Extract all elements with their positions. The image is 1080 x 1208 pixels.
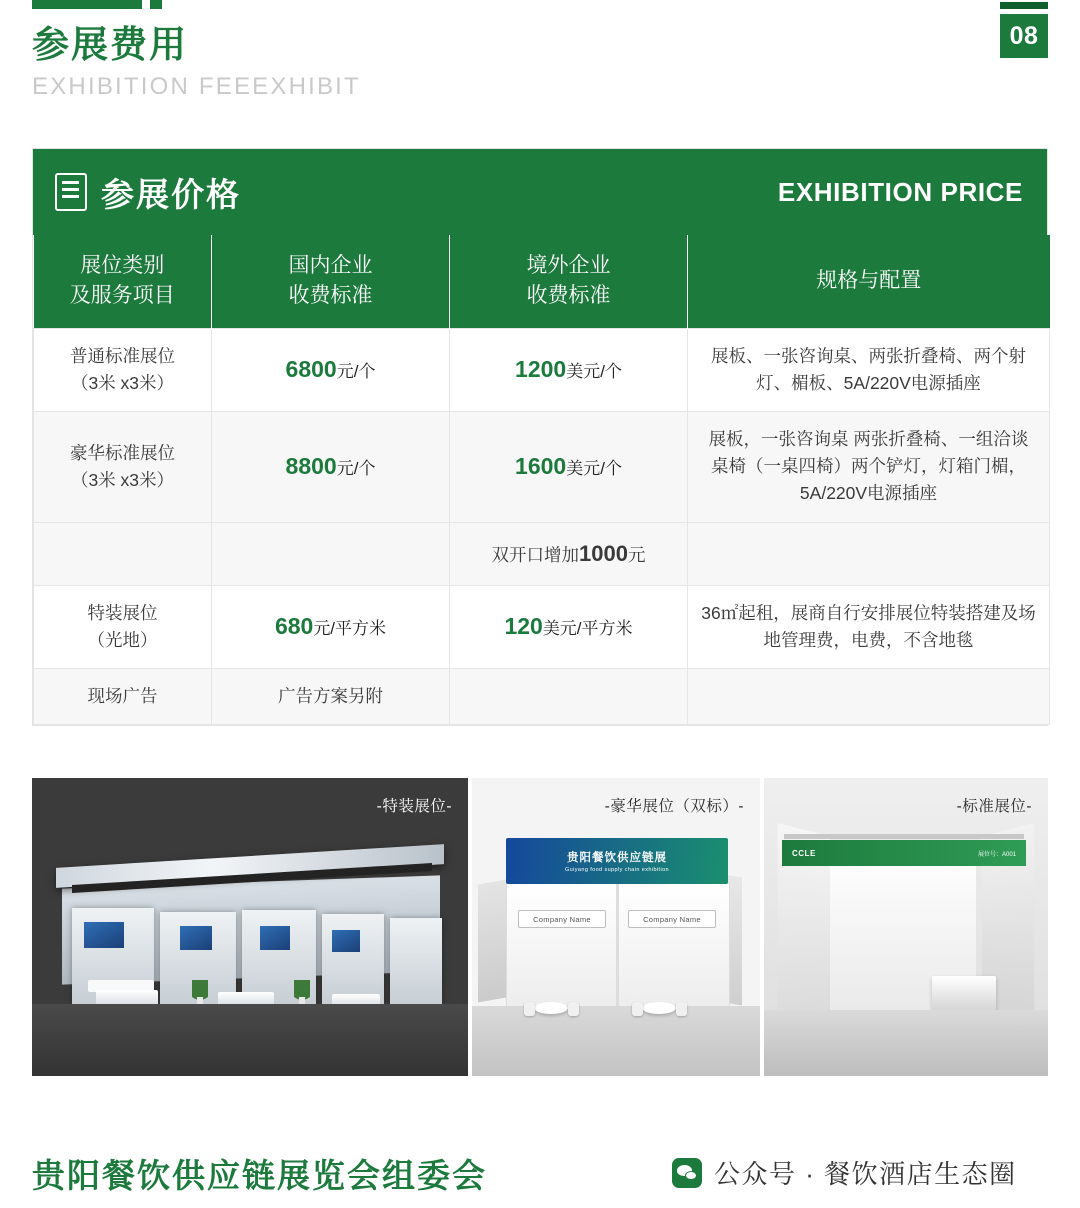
column-header-domestic-line1: 国内企业 — [288, 254, 373, 277]
wechat-icon — [672, 1158, 702, 1188]
plant-decor — [294, 980, 310, 1006]
deluxe-fascia-title-en: Guiyang food supply chain exhibition — [565, 867, 669, 873]
top-accent-bar-square — [150, 0, 162, 9]
price-card-header — [33, 149, 1047, 235]
cell-category — [34, 328, 212, 411]
booth-screen — [332, 930, 360, 952]
column-header-overseas-line1: 境外企业 — [526, 254, 611, 277]
booth-screen — [84, 922, 124, 948]
category-line2: （3米 x3米） — [70, 373, 175, 393]
column-header-category-line2: 及服务项目 — [69, 284, 175, 308]
hall-floor — [32, 1004, 468, 1076]
deluxe-company-plate: Company Name — [628, 910, 716, 928]
footer-organization: 贵阳餐饮供应链展览会组委会 — [32, 1157, 487, 1194]
booth-photo-gallery — [32, 778, 1048, 1076]
page-number-tick — [1000, 2, 1048, 9]
column-header-spec: 规格与配置 — [688, 235, 1050, 328]
overseas-price-unit: 美元/个 — [566, 362, 622, 382]
column-header-domestic-line2: 收费标准 — [288, 284, 373, 308]
category-line1: 豪华标准展位 — [70, 442, 175, 463]
cell-overseas-price — [450, 585, 688, 668]
standard-fascia — [782, 840, 1026, 866]
photo-caption: -豪华展位（双标）- — [604, 798, 744, 815]
cell-category — [34, 585, 212, 668]
cell-empty-spec — [688, 522, 1050, 585]
price-card-header-left — [55, 169, 241, 216]
booth-screen — [260, 926, 290, 950]
table-row — [34, 328, 1050, 411]
table-row — [34, 585, 1050, 668]
deluxe-chair — [632, 1002, 643, 1016]
plant-decor — [192, 980, 208, 1006]
category-line2: （3米 x3米） — [70, 469, 175, 490]
booth-block — [390, 918, 442, 1004]
deluxe-left-wing — [478, 880, 506, 1003]
photo-caption: -标准展位- — [956, 798, 1032, 815]
table-header-row — [34, 235, 1050, 328]
domestic-price-number: 8800 — [285, 452, 337, 479]
deluxe-chair — [524, 1002, 535, 1016]
cell-dual-opening-note — [450, 522, 688, 585]
dual-opening-suffix: 元 — [627, 544, 646, 565]
column-header-overseas-line2: 收费标准 — [526, 284, 611, 308]
price-card-title-cn: 参展价格 — [101, 175, 241, 213]
standard-fascia-logo: CCLE — [792, 848, 816, 858]
category-line1: 普通标准展位 — [70, 345, 175, 366]
column-header-category-line1: 展位类别 — [80, 254, 165, 277]
column-header-domestic — [212, 235, 450, 328]
cell-overseas-price — [450, 412, 688, 522]
deluxe-company-plate: Company Name — [518, 910, 606, 928]
table-row — [34, 668, 1050, 724]
cell-domestic-price — [212, 412, 450, 522]
cell-category — [34, 412, 212, 522]
column-header-overseas — [450, 235, 688, 328]
deluxe-floor — [472, 1006, 760, 1076]
deluxe-chair — [568, 1002, 579, 1016]
standard-counter — [932, 976, 996, 1010]
cell-category: 现场广告 — [34, 668, 212, 724]
dual-opening-prefix: 双开口增加 — [491, 544, 580, 565]
overseas-price-number: 1600 — [515, 452, 567, 479]
document-icon — [55, 173, 87, 211]
column-header-category — [34, 235, 212, 328]
photo-custom-booth — [32, 778, 468, 1076]
cell-spec: 36㎡起租，展商自行安排展位特装搭建及场地管理费，电费，不含地毯 — [688, 585, 1050, 668]
dual-opening-number: 1000 — [579, 540, 628, 566]
cell-empty-category — [34, 522, 212, 585]
domestic-price-unit: 元/个 — [336, 458, 376, 478]
cell-ad-description: 广告方案另附 — [212, 668, 450, 724]
overseas-price-unit: 美元/平方米 — [542, 618, 633, 638]
deluxe-chair — [676, 1002, 687, 1016]
booth-block — [322, 914, 384, 1004]
cell-domestic-price — [212, 328, 450, 411]
exhibition-price-card — [32, 148, 1048, 726]
category-line1: 特装展位 — [87, 602, 158, 623]
standard-ceiling-rod — [784, 834, 1024, 839]
cell-spec: 展板，一张咨询桌 两张折叠椅、一组洽谈桌椅（一桌四椅）两个铲灯，灯箱门楣，5A/220V电源插座 — [688, 412, 1050, 522]
page-header — [32, 24, 361, 101]
page-title: 参展费用 — [32, 24, 188, 65]
price-card-title-en: EXHIBITION PRICE — [777, 176, 1023, 207]
standard-floor — [764, 1010, 1048, 1076]
page-subtitle: EXHIBITION FEEEXHIBIT — [32, 72, 361, 100]
standard-fascia-number: 展位号：A001 — [977, 851, 1016, 858]
overseas-price-unit: 美元/个 — [566, 458, 622, 478]
page-footer — [0, 1118, 1080, 1208]
domestic-price-number: 6800 — [285, 356, 337, 383]
cell-empty-spec — [688, 668, 1050, 724]
deluxe-divider — [616, 884, 619, 1008]
category-line2: （光地） — [87, 629, 158, 650]
cell-empty-domestic — [212, 522, 450, 585]
page-number: 08 — [1000, 14, 1048, 58]
deluxe-fascia — [506, 838, 728, 884]
overseas-price-number: 1200 — [515, 356, 567, 383]
photo-caption: -特装展位- — [376, 798, 452, 815]
cell-overseas-price — [450, 328, 688, 411]
deluxe-table — [642, 1002, 676, 1014]
footer-wechat-text: 公众号 · 餐饮酒店生态圈 — [714, 1159, 1017, 1189]
overseas-price-number: 120 — [504, 612, 543, 639]
price-table — [33, 235, 1050, 725]
footer-wechat — [672, 1154, 1017, 1191]
photo-standard-booth — [764, 778, 1048, 1076]
booth-logo — [88, 980, 154, 992]
table-row-note — [34, 522, 1050, 585]
cell-domestic-price — [212, 585, 450, 668]
domestic-price-unit: 元/平方米 — [313, 618, 387, 638]
top-accent-bar-left — [32, 0, 142, 9]
booth-screen — [180, 926, 212, 950]
domestic-price-unit: 元/个 — [336, 362, 376, 382]
cell-empty-overseas — [450, 668, 688, 724]
photo-deluxe-booth — [472, 778, 760, 1076]
domestic-price-number: 680 — [274, 612, 314, 639]
deluxe-fascia-title-cn: 贵阳餐饮供应链展 — [567, 852, 667, 864]
cell-spec: 展板、一张咨询桌、两张折叠椅、两个射灯、楣板、5A/220V电源插座 — [688, 328, 1050, 411]
table-row — [34, 412, 1050, 522]
deluxe-table — [534, 1002, 568, 1014]
